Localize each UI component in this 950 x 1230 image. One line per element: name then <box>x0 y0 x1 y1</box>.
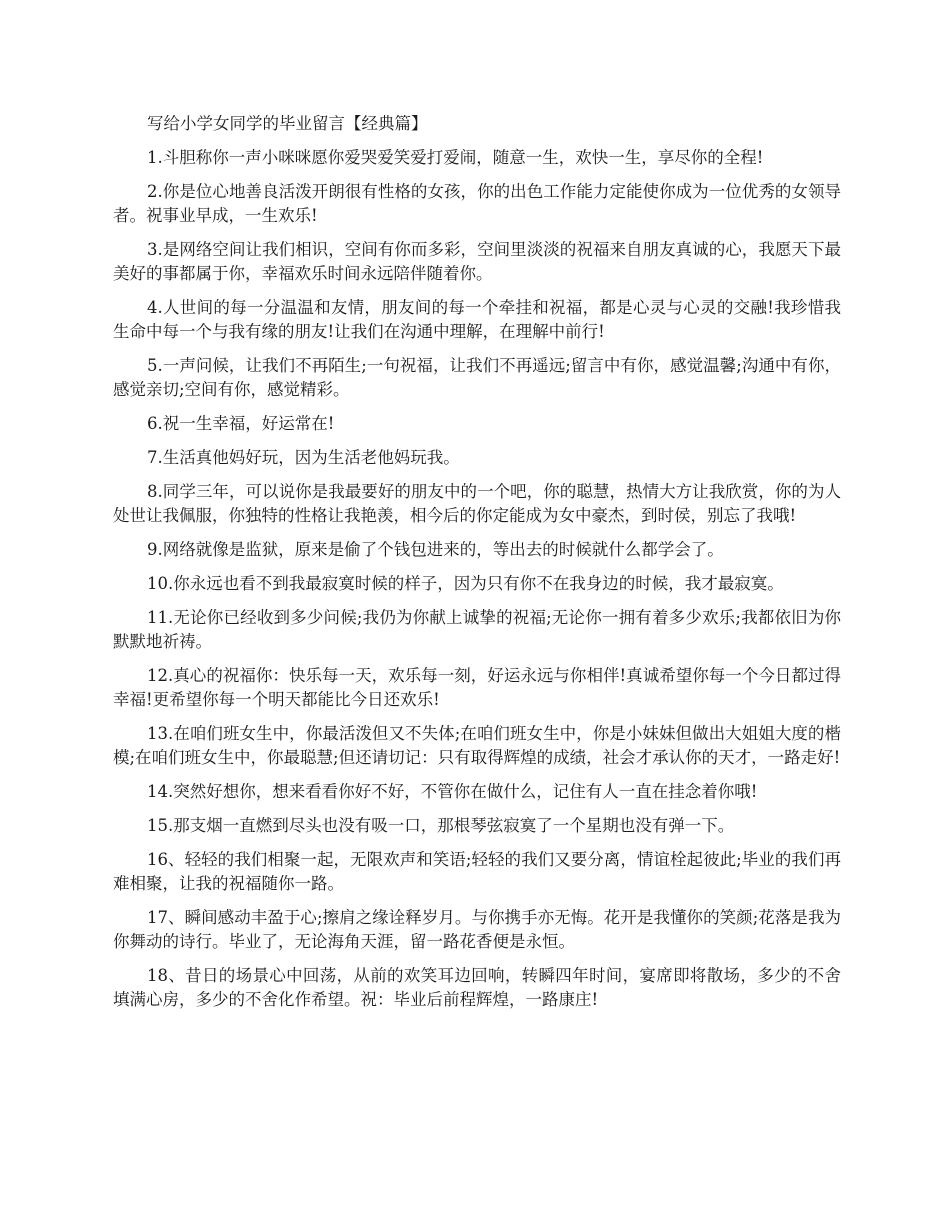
message-paragraph-6: 6.祝一生幸福，好运常在! <box>147 414 335 433</box>
message-paragraph-12: 12.真心的祝福你：快乐每一天，欢乐每一刻，好运永远与你相伴!真诚希望你每一个今日都过得幸福!更希望你每一个明天都能比今日还欢乐! <box>113 666 841 709</box>
message-paragraph-16: 16、轻轻的我们相聚一起，无限欢声和笑语;轻轻的我们又要分离，情谊栓起彼此;毕业的我们再难相聚，让我的祝福随你一路。 <box>113 850 841 893</box>
message-paragraph-7: 7.生活真他妈好玩，因为生活老他妈玩我。 <box>147 448 460 467</box>
message-paragraph-2: 2.你是位心地善良活泼开朗很有性格的女孩，你的出色工作能力定能使你成为一位优秀的女领导者。祝事业早成，一生欢乐! <box>113 182 841 225</box>
message-paragraph-10: 10.你永远也看不到我最寂寞时候的样子，因为只有你不在我身边的时候，我才最寂寞。 <box>147 574 784 593</box>
message-paragraph-5: 5.一声问候，让我们不再陌生;一句祝福，让我们不再遥远;留言中有你，感觉温馨;沟通中有你，感觉亲切;空间有你，感觉精彩。 <box>113 356 841 399</box>
message-list <box>113 146 841 1012</box>
message-paragraph-13: 13.在咱们班女生中，你最活泼但又不失体;在咱们班女生中，你是小妹妹但做出大姐姐大度的楷模;在咱们班女生中，你最聪慧;但还请切记：只有取得辉煌的成绩，社会才承认你的天才，一路走好! <box>113 724 841 767</box>
message-paragraph-18: 18、昔日的场景心中回荡，从前的欢笑耳边回响，转瞬四年时间，宴席即将散场，多少的不舍填满心房，多少的不舍化作希望。祝：毕业后前程辉煌，一路康庄! <box>113 966 841 1009</box>
message-paragraph-8: 8.同学三年，可以说你是我最要好的朋友中的一个吧，你的聪慧，热情大方让我欣赏，你的为人处世让我佩服，你独特的性格让我艳羡，相今后的你定能成为女中豪杰，到时侯，别忘了我哦! <box>113 482 841 525</box>
message-paragraph-15: 15.那支烟一直燃到尽头也没有吸一口，那根琴弦寂寞了一个星期也没有弹一下。 <box>147 816 735 835</box>
document-title: 写给小学女同学的毕业留言【经典篇】 <box>147 114 428 133</box>
message-paragraph-11: 11.无论你已经收到多少问候;我仍为你献上诚挚的祝福;无论你一拥有着多少欢乐;我都依旧为你默默地祈祷。 <box>113 608 841 651</box>
message-paragraph-17: 17、瞬间感动丰盈于心;擦肩之缘诠释岁月。与你携手亦无悔。花开是我懂你的笑颜;花落是我为你舞动的诗行。毕业了，无论海角天涯，留一路花香便是永恒。 <box>113 908 841 951</box>
message-paragraph-14: 14.突然好想你，想来看看你好不好，不管你在做什么，记住有人一直在挂念着你哦! <box>147 782 758 801</box>
message-paragraph-9: 9.网络就像是监狱，原来是偷了个钱包进来的，等出去的时候就什么都学会了。 <box>147 540 724 559</box>
message-paragraph-3: 3.是网络空间让我们相识，空间有你而多彩，空间里淡淡的祝福来自朋友真诚的心，我愿天下最美好的事都属于你，幸福欢乐时间永远陪伴随着你。 <box>113 240 841 283</box>
message-paragraph-4: 4.人世间的每一分温温和友情，朋友间的每一个牵挂和祝福，都是心灵与心灵的交融!我珍惜我生命中每一个与我有缘的朋友!让我们在沟通中理解，在理解中前行! <box>113 298 841 341</box>
message-paragraph-1: 1.斗胆称你一声小咪咪愿你爱哭爱笑爱打爱闹，随意一生，欢快一生，享尽你的全程! <box>147 148 764 167</box>
document-page <box>113 112 841 1022</box>
